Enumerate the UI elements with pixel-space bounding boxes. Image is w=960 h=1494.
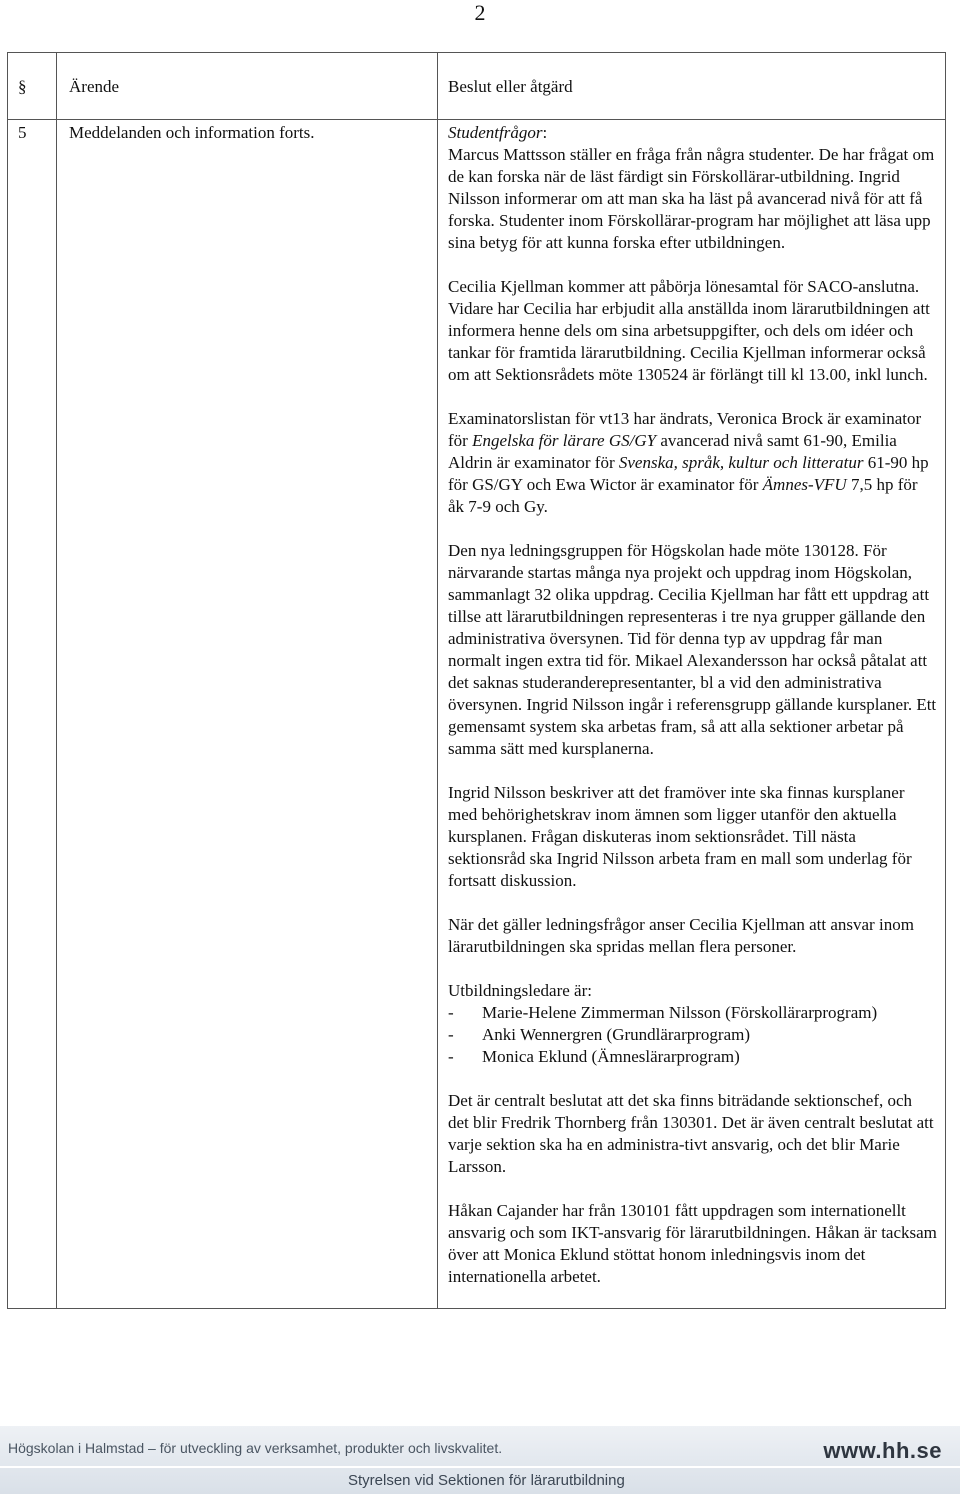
list-item-text: Anki Wennergren (Grundlärarprogram) — [482, 1025, 751, 1044]
footer-divider — [0, 1466, 960, 1468]
page-number: 2 — [474, 0, 486, 25]
utbildningsledare-list — [448, 1002, 937, 1068]
row-arende-cell — [57, 120, 438, 1309]
dash-bullet: - — [448, 1047, 454, 1066]
dash-bullet: - — [448, 1025, 454, 1044]
studentfragor-label: Studentfrågor — [448, 123, 543, 142]
exam-course-3: Ämnes-VFU — [762, 475, 847, 494]
utbildningsledare-intro: Utbildningsledare är: — [448, 981, 592, 1000]
exam-course-1: Engelska för lärare GS/GY — [472, 431, 657, 450]
paragraph-kursplaner: Ingrid Nilsson beskriver att det framöver inte ska finnas kursplaner med behörighetskrav inom ämnen som ligger utanför den aktuella kursplanen. Frågan diskuteras inom sektionsrådet. Till nästa sektionsråd ska Ingrid Nilsson arbeta fram en mall som underlag för fortsatt diskussion. — [448, 783, 912, 890]
exam-text-3: 61-90 hp för GS/GY och Ewa Wictor är examinator för — [448, 453, 929, 494]
header-section-cell — [8, 53, 57, 120]
paragraph-bitradande-sektionschef: Det är centralt beslutat att det ska finns biträdande sektionschef, och det blir Fredrik Thornberg från 130301. Det är även centralt beslutat att varje sektion ska ha en administra-tivt ansvarig, och det blir Marie Larsson. — [448, 1091, 934, 1176]
list-item — [448, 1046, 937, 1068]
list-item-text: Marie-Helene Zimmerman Nilsson (Förskollärarprogram) — [482, 1003, 878, 1022]
protocol-table — [7, 52, 946, 1309]
studentfragor-text: Marcus Mattsson ställer en fråga från några studenter. De har frågat om de kan forska när de läst färdigt sin Förskollärar-utbildning. Ingrid Nilsson informerar om att man ska ha läst på avancerad nivå för att få forska. Studenter inom Förskollärar-program har möjlighet att läsa upp sina betyg för att kunna forska efter utbildningen. — [448, 145, 935, 252]
paragraph-utbildningsledare — [448, 980, 937, 1068]
header-arende: Ärende — [69, 77, 120, 96]
dash-bullet: - — [448, 1003, 454, 1022]
list-item — [448, 1002, 937, 1024]
list-item-text: Monica Eklund (Ämneslärarprogram) — [482, 1047, 740, 1066]
page-footer — [0, 1400, 960, 1494]
paragraph-lonesamtal: Cecilia Kjellman kommer att påbörja lönesamtal för SACO-anslutna. Vidare har Cecilia har erbjudit alla anställda inom lärarutbildningen att informera henne dels om sina arbetsuppgifter, och dels om idéer och tankar för framtida lärarutbildning. Cecilia Kjellman informerar också om att Sektionsrådets möte 130524 är förlängt till kl 13.00, inkl lunch. — [448, 277, 930, 384]
footer-tagline: Högskolan i Halmstad – för utveckling av verksamhet, produkter och livskvalitet. — [8, 1440, 503, 1456]
paragraph-internationellt-ansvarig: Håkan Cajander har från 130101 fått uppdragen som internationellt ansvarig och som IKT-ansvarig för lärarutbildningen. Håkan är tacksam över att Monica Eklund stöttat honom inledningsvis inom det internationella arbetet. — [448, 1201, 937, 1286]
table-row — [8, 120, 946, 1309]
row-arende: Meddelanden och information forts. — [69, 123, 315, 142]
paragraph-ledningsfragor: När det gäller ledningsfrågor anser Cecilia Kjellman att ansvar inom lärarutbildningen ska spridas mellan flera personer. — [448, 915, 914, 956]
paragraph-studentfragor — [448, 122, 937, 254]
paragraph-ledningsgruppen: Den nya ledningsgruppen för Högskolan hade möte 130128. För närvarande startas många nya projekt och uppdrag inom Högskolan, sammanlagt 32 olika uppdrag. Cecilia Kjellman har fått ett uppdrag att tillse att lärarutbildningen representeras i tre nya grupper gällande den administrativa översynen. Tid för denna typ av uppdrag får man normalt ingen extra tid för. Mikael Alexandersson har också påtalat att det saknas studeranderepresentanter, bl a vid den administrativa översynen. Ingrid Nilsson ingår i referensgrupp gällande kursplaner. Ett gemensamt system ska arbetas fram, så att alla sektioner arbetar på samma sätt med kursplanerna. — [448, 541, 937, 758]
header-arende-cell — [57, 53, 438, 120]
table-header-row — [8, 53, 946, 120]
row-number-cell — [8, 120, 57, 1309]
footer-subtitle: Styrelsen vid Sektionen för lärarutbildning — [348, 1472, 625, 1489]
exam-text-1: Examinatorslistan för vt13 har ändrats, Veronica Brock är examinator för — [448, 409, 922, 450]
exam-course-2: Svenska, språk, kultur och litteratur — [618, 453, 864, 472]
list-item — [448, 1024, 937, 1046]
header-beslut-cell — [438, 53, 946, 120]
footer-url: www.hh.se — [823, 1438, 942, 1463]
paragraph-examinatorslistan — [448, 408, 937, 518]
header-beslut: Beslut eller åtgärd — [448, 77, 573, 96]
exam-text-2: avancerad nivå samt 61-90, Emilia Aldrin är examinator för — [448, 431, 897, 472]
section-symbol-icon: § — [18, 77, 27, 96]
row-beslut-cell — [438, 120, 946, 1309]
row-number: 5 — [18, 123, 27, 142]
exam-text-4: 7,5 hp för åk 7-9 och Gy. — [448, 475, 918, 516]
studentfragor-colon: : — [542, 123, 548, 142]
